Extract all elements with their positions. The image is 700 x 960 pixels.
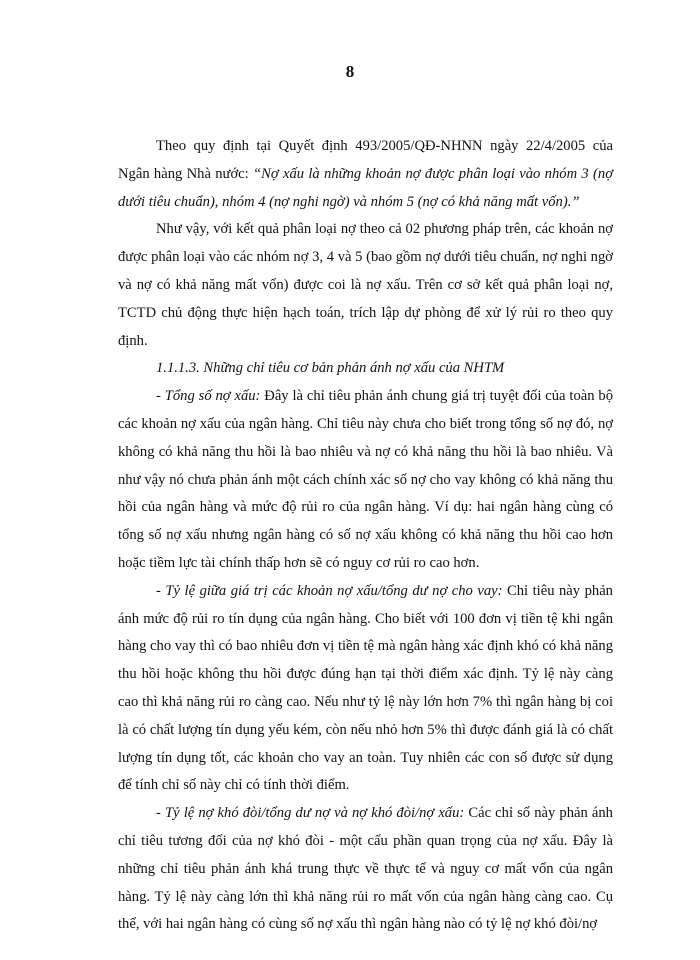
section-heading: 1.1.1.3. Những chỉ tiêu cơ bản phản ánh nợ xấu của NHTM [156,360,505,377]
paragraph-text: Các chỉ số này phản ánh chỉ tiêu tương đối của nợ khó đòi - một cấu phần quan trọng của nợ xấu. Đây là những chỉ tiêu phản ánh khá trung thực về thực tế và nguy cơ mất vốn của ngân hàng. Tỷ lệ này càng lớn thì khả năng rủi ro mất vốn của ngân hàng càng cao. Cụ thể, với hai ngân hàng có cùng số nợ xấu thì ngân hàng nào có tỷ lệ nợ khó đòi/nợ [118,805,613,933]
document-body [118,133,613,939]
paragraph-term: Tỷ lệ nợ khó đòi/tổng dư nợ và nợ khó đòi/nợ xấu: [164,805,465,822]
paragraph-text: Đây là chỉ tiêu phản ánh chung giá trị tuyệt đối của toàn bộ các khoản nợ xấu của ngân hàng. Chỉ tiêu này chưa cho biết trong tổng số nợ đó, nợ không có khả năng thu hồi là bao nhiêu và nợ có khả năng thu hồi là bao nhiêu. Và như vậy nó chưa phản ánh một cách chính xác số nợ cho vay không có khả năng thu hồi của ngân hàng và mức độ rủi ro của ngân hàng. Ví dụ: hai ngân hàng cùng có tổng số nợ xấu nhưng ngân hàng có số nợ xấu không có khả năng thu hồi cao hơn hoặc tiềm lực tài chính thấp hơn sẽ có nguy cơ rủi ro cao hơn. [118,388,614,571]
paragraph-bad-debt-ratio [118,578,613,800]
paragraph-dash: - [156,582,166,599]
paragraph-dash: - [156,388,165,405]
paragraph-regulation-quote: “Nợ xấu là những khoản nợ được phân loại vào nhóm 3 (nợ dưới tiêu chuẩn), nhóm 4 (nợ nghi ngờ) và nhóm 5 (nợ có khả năng mất vốn).” [118,165,613,210]
paragraph-classification: Như vậy, với kết quả phân loại nợ theo cả 02 phương pháp trên, các khoản nợ được phân loại vào các nhóm nợ 3, 4 và 5 (bao gồm nợ dưới tiêu chuẩn, nợ nghi ngờ và nợ có khả năng mất vốn) được coi là nợ xấu. Trên cơ sở kết quả phân loại nợ, TCTD chủ động thực hiện hạch toán, trích lập dự phòng để xử lý rủi ro theo quy định. [118,221,613,349]
paragraph-text: Chỉ tiêu này phản ánh mức độ rủi ro tín dụng của ngân hàng. Cho biết với 100 đơn vị tiền tệ khi ngân hàng cho vay thì có bao nhiêu đơn vị tiền tệ mà ngân hàng xác định khó có khả năng thu hồi hoặc không thu hồi được đúng hạn tại thời điểm xác định. Tỷ lệ này càng cao thì khả năng rủi ro càng cao. Nếu như tỷ lệ này lớn hơn 7% thì ngân hàng bị coi là có chất lượng tín dụng yếu kém, còn nếu nhỏ hơn 5% thì được đánh giá là có chất lượng tín dụng tốt, các khoản cho vay an toàn. Tuy nhiên các con số được sử dụng để tính chỉ số này chỉ có tính thời điểm. [118,582,613,794]
paragraph-total-bad-debt [118,383,613,578]
paragraph-doubtful-debt-ratio [118,800,613,939]
paragraph-regulation [118,133,613,216]
paragraph-term: Tỷ lệ giữa giá trị các khoản nợ xấu/tổng dư nợ cho vay: [165,582,503,599]
paragraph-regulation-lead: Theo quy định tại Quyết định 493/2005/QĐ-NHNN ngày 22/4/2005 của Ngân hàng Nhà nước: [118,138,613,182]
page-number: 8 [345,62,355,81]
paragraph-dash: - [156,805,165,822]
paragraph-term: Tổng số nợ xấu: [164,388,261,405]
